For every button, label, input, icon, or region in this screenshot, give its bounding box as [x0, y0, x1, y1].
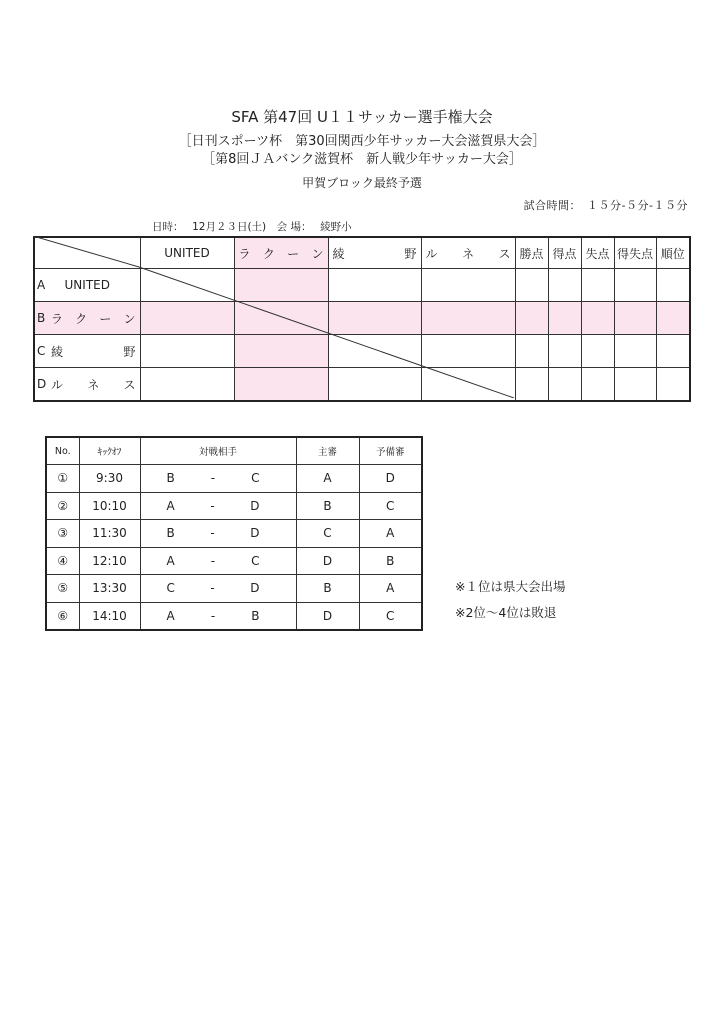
stat-cell — [614, 335, 656, 368]
match-duration: 試合時間： １５分-５分-１５分 — [523, 199, 688, 212]
away-team: C — [251, 471, 260, 486]
header-reserve: 予備審 — [359, 437, 422, 465]
row-team-char: ラ — [51, 311, 64, 326]
schedule-row — [46, 492, 422, 520]
row-team-char: 綾 — [51, 344, 64, 359]
date-venue: 日時： 12月２３日(土) 会 場： 綾野小 — [152, 221, 352, 233]
referee: D — [296, 547, 359, 575]
col-team-b-char: ー — [287, 246, 300, 261]
result-cell — [328, 269, 421, 302]
match-no: ① — [46, 465, 79, 493]
header-referee: 主審 — [296, 437, 359, 465]
row-code: B — [37, 311, 46, 325]
stat-cell — [515, 368, 548, 402]
match-no: ③ — [46, 520, 79, 548]
row-team-name: UNITED — [64, 278, 110, 292]
league-header-row — [34, 237, 690, 269]
stat-cell — [581, 269, 614, 302]
stat-header-points: 勝点 — [515, 237, 548, 269]
result-cell — [140, 335, 234, 368]
result-cell — [234, 302, 328, 335]
header-no: No. — [46, 437, 79, 465]
home-team: B — [166, 471, 175, 486]
reserve-referee: A — [359, 520, 422, 548]
kickoff-time: 14:10 — [79, 602, 140, 630]
row-team-char: ス — [123, 377, 136, 392]
result-cell — [328, 302, 421, 335]
reserve-referee: B — [359, 547, 422, 575]
block-title: 甲賀ブロック最終予選 — [302, 176, 422, 190]
result-cell — [328, 368, 421, 402]
schedule-header-row — [46, 437, 422, 465]
stat-header-goals-for: 得点 — [548, 237, 581, 269]
schedule-row — [46, 575, 422, 603]
reserve-referee: C — [359, 492, 422, 520]
result-cell — [140, 302, 234, 335]
away-team: D — [250, 526, 260, 541]
stat-cell — [656, 368, 690, 402]
reserve-referee: A — [359, 575, 422, 603]
col-team-d-char: ネ — [461, 246, 474, 261]
reserve-referee: C — [359, 602, 422, 630]
result-cell — [234, 269, 328, 302]
matchup — [140, 520, 296, 548]
stat-cell — [515, 302, 548, 335]
row-team-char: ク — [75, 311, 88, 326]
header-kickoff: ｷｯｸｵﾌ — [79, 437, 140, 465]
schedule-row — [46, 547, 422, 575]
schedule-row — [46, 602, 422, 630]
stat-header-goals-against: 失点 — [581, 237, 614, 269]
stat-cell — [614, 269, 656, 302]
row-code: C — [37, 344, 46, 358]
schedule-row — [46, 520, 422, 548]
stat-cell — [581, 368, 614, 402]
row-team-char: 野 — [123, 344, 136, 359]
referee: D — [296, 602, 359, 630]
row-label-b — [34, 302, 140, 335]
reserve-referee: D — [359, 465, 422, 493]
matchup — [140, 492, 296, 520]
kickoff-time: 12:10 — [79, 547, 140, 575]
result-cell — [328, 335, 421, 368]
result-cell — [140, 269, 234, 302]
league-row-a — [34, 269, 690, 302]
header-opponents: 対戦相手 — [140, 437, 296, 465]
result-cell — [421, 368, 515, 402]
document-title: SFA 第47回 U１１サッカー選手権大会 — [231, 108, 493, 126]
result-cell — [234, 368, 328, 402]
matchup — [140, 575, 296, 603]
row-code: A — [37, 278, 46, 292]
row-team-char: ネ — [87, 377, 100, 392]
away-team: B — [251, 608, 260, 623]
note-qualify: ※１位は県大会出場 — [455, 579, 566, 594]
home-team: B — [166, 526, 175, 541]
result-cell — [421, 335, 515, 368]
stat-cell — [548, 335, 581, 368]
matchup — [140, 465, 296, 493]
versus-dash: - — [210, 498, 215, 513]
subtitle-1: ［日刊スポーツ杯 第30回関西少年サッカー大会滋賀県大会］ — [178, 134, 546, 149]
kickoff-time: 11:30 — [79, 520, 140, 548]
col-team-b-char: ク — [262, 246, 275, 261]
subtitle-2: ［第8回ＪＡバンク滋賀杯 新人戦少年サッカー大会］ — [202, 152, 522, 167]
stat-cell — [581, 335, 614, 368]
kickoff-time: 10:10 — [79, 492, 140, 520]
stat-cell — [656, 302, 690, 335]
league-row-b — [34, 302, 690, 335]
corner-cell — [34, 237, 140, 269]
matchup — [140, 602, 296, 630]
away-team: D — [250, 498, 260, 513]
stat-cell — [548, 368, 581, 402]
away-team: C — [251, 553, 260, 568]
row-label-a — [34, 269, 140, 302]
col-team-d — [421, 237, 515, 269]
stat-header-rank: 順位 — [656, 237, 690, 269]
match-no: ⑤ — [46, 575, 79, 603]
stat-cell — [656, 269, 690, 302]
stat-cell — [581, 302, 614, 335]
col-team-c-char: 綾 — [332, 246, 345, 261]
row-team-char: ル — [51, 377, 64, 392]
stat-cell — [548, 302, 581, 335]
col-team-d-char: ス — [498, 246, 511, 261]
col-team-a-name: UNITED — [164, 246, 210, 260]
schedule-row — [46, 465, 422, 493]
stat-cell — [614, 302, 656, 335]
col-team-b-char: ン — [311, 246, 324, 261]
kickoff-time: 9:30 — [79, 465, 140, 493]
stat-cell — [515, 269, 548, 302]
referee: A — [296, 465, 359, 493]
versus-dash: - — [210, 608, 216, 623]
versus-dash: - — [210, 471, 216, 486]
away-team: D — [250, 581, 260, 596]
home-team: A — [166, 608, 175, 623]
match-no: ⑥ — [46, 602, 79, 630]
stat-cell — [515, 335, 548, 368]
note-eliminated: ※2位～4位は敗退 — [455, 605, 557, 620]
row-team-char: ン — [123, 311, 136, 326]
col-team-c-char: 野 — [404, 246, 417, 261]
versus-dash: - — [210, 581, 215, 596]
col-team-d-char: ル — [425, 246, 438, 261]
league-row-d — [34, 368, 690, 402]
match-no: ④ — [46, 547, 79, 575]
col-team-a — [140, 237, 234, 269]
versus-dash: - — [210, 553, 216, 568]
row-label-d — [34, 368, 140, 402]
schedule-table — [45, 436, 423, 631]
league-table — [33, 236, 689, 398]
row-label-c — [34, 335, 140, 368]
row-team-char: ー — [99, 311, 112, 326]
home-team: A — [166, 498, 175, 513]
versus-dash: - — [210, 526, 215, 541]
league-row-c — [34, 335, 690, 368]
result-cell — [421, 269, 515, 302]
row-code: D — [37, 377, 47, 391]
match-no: ② — [46, 492, 79, 520]
result-cell — [140, 368, 234, 402]
col-team-c — [328, 237, 421, 269]
referee: C — [296, 520, 359, 548]
stat-cell — [614, 368, 656, 402]
matchup — [140, 547, 296, 575]
referee: B — [296, 492, 359, 520]
stat-header-goal-diff: 得失点 — [614, 237, 656, 269]
kickoff-time: 13:30 — [79, 575, 140, 603]
result-cell — [234, 335, 328, 368]
stat-cell — [656, 335, 690, 368]
referee: B — [296, 575, 359, 603]
col-team-b-char: ラ — [238, 246, 251, 261]
col-team-b — [234, 237, 328, 269]
stat-cell — [548, 269, 581, 302]
result-cell — [421, 302, 515, 335]
home-team: A — [166, 553, 175, 568]
home-team: C — [166, 581, 175, 596]
